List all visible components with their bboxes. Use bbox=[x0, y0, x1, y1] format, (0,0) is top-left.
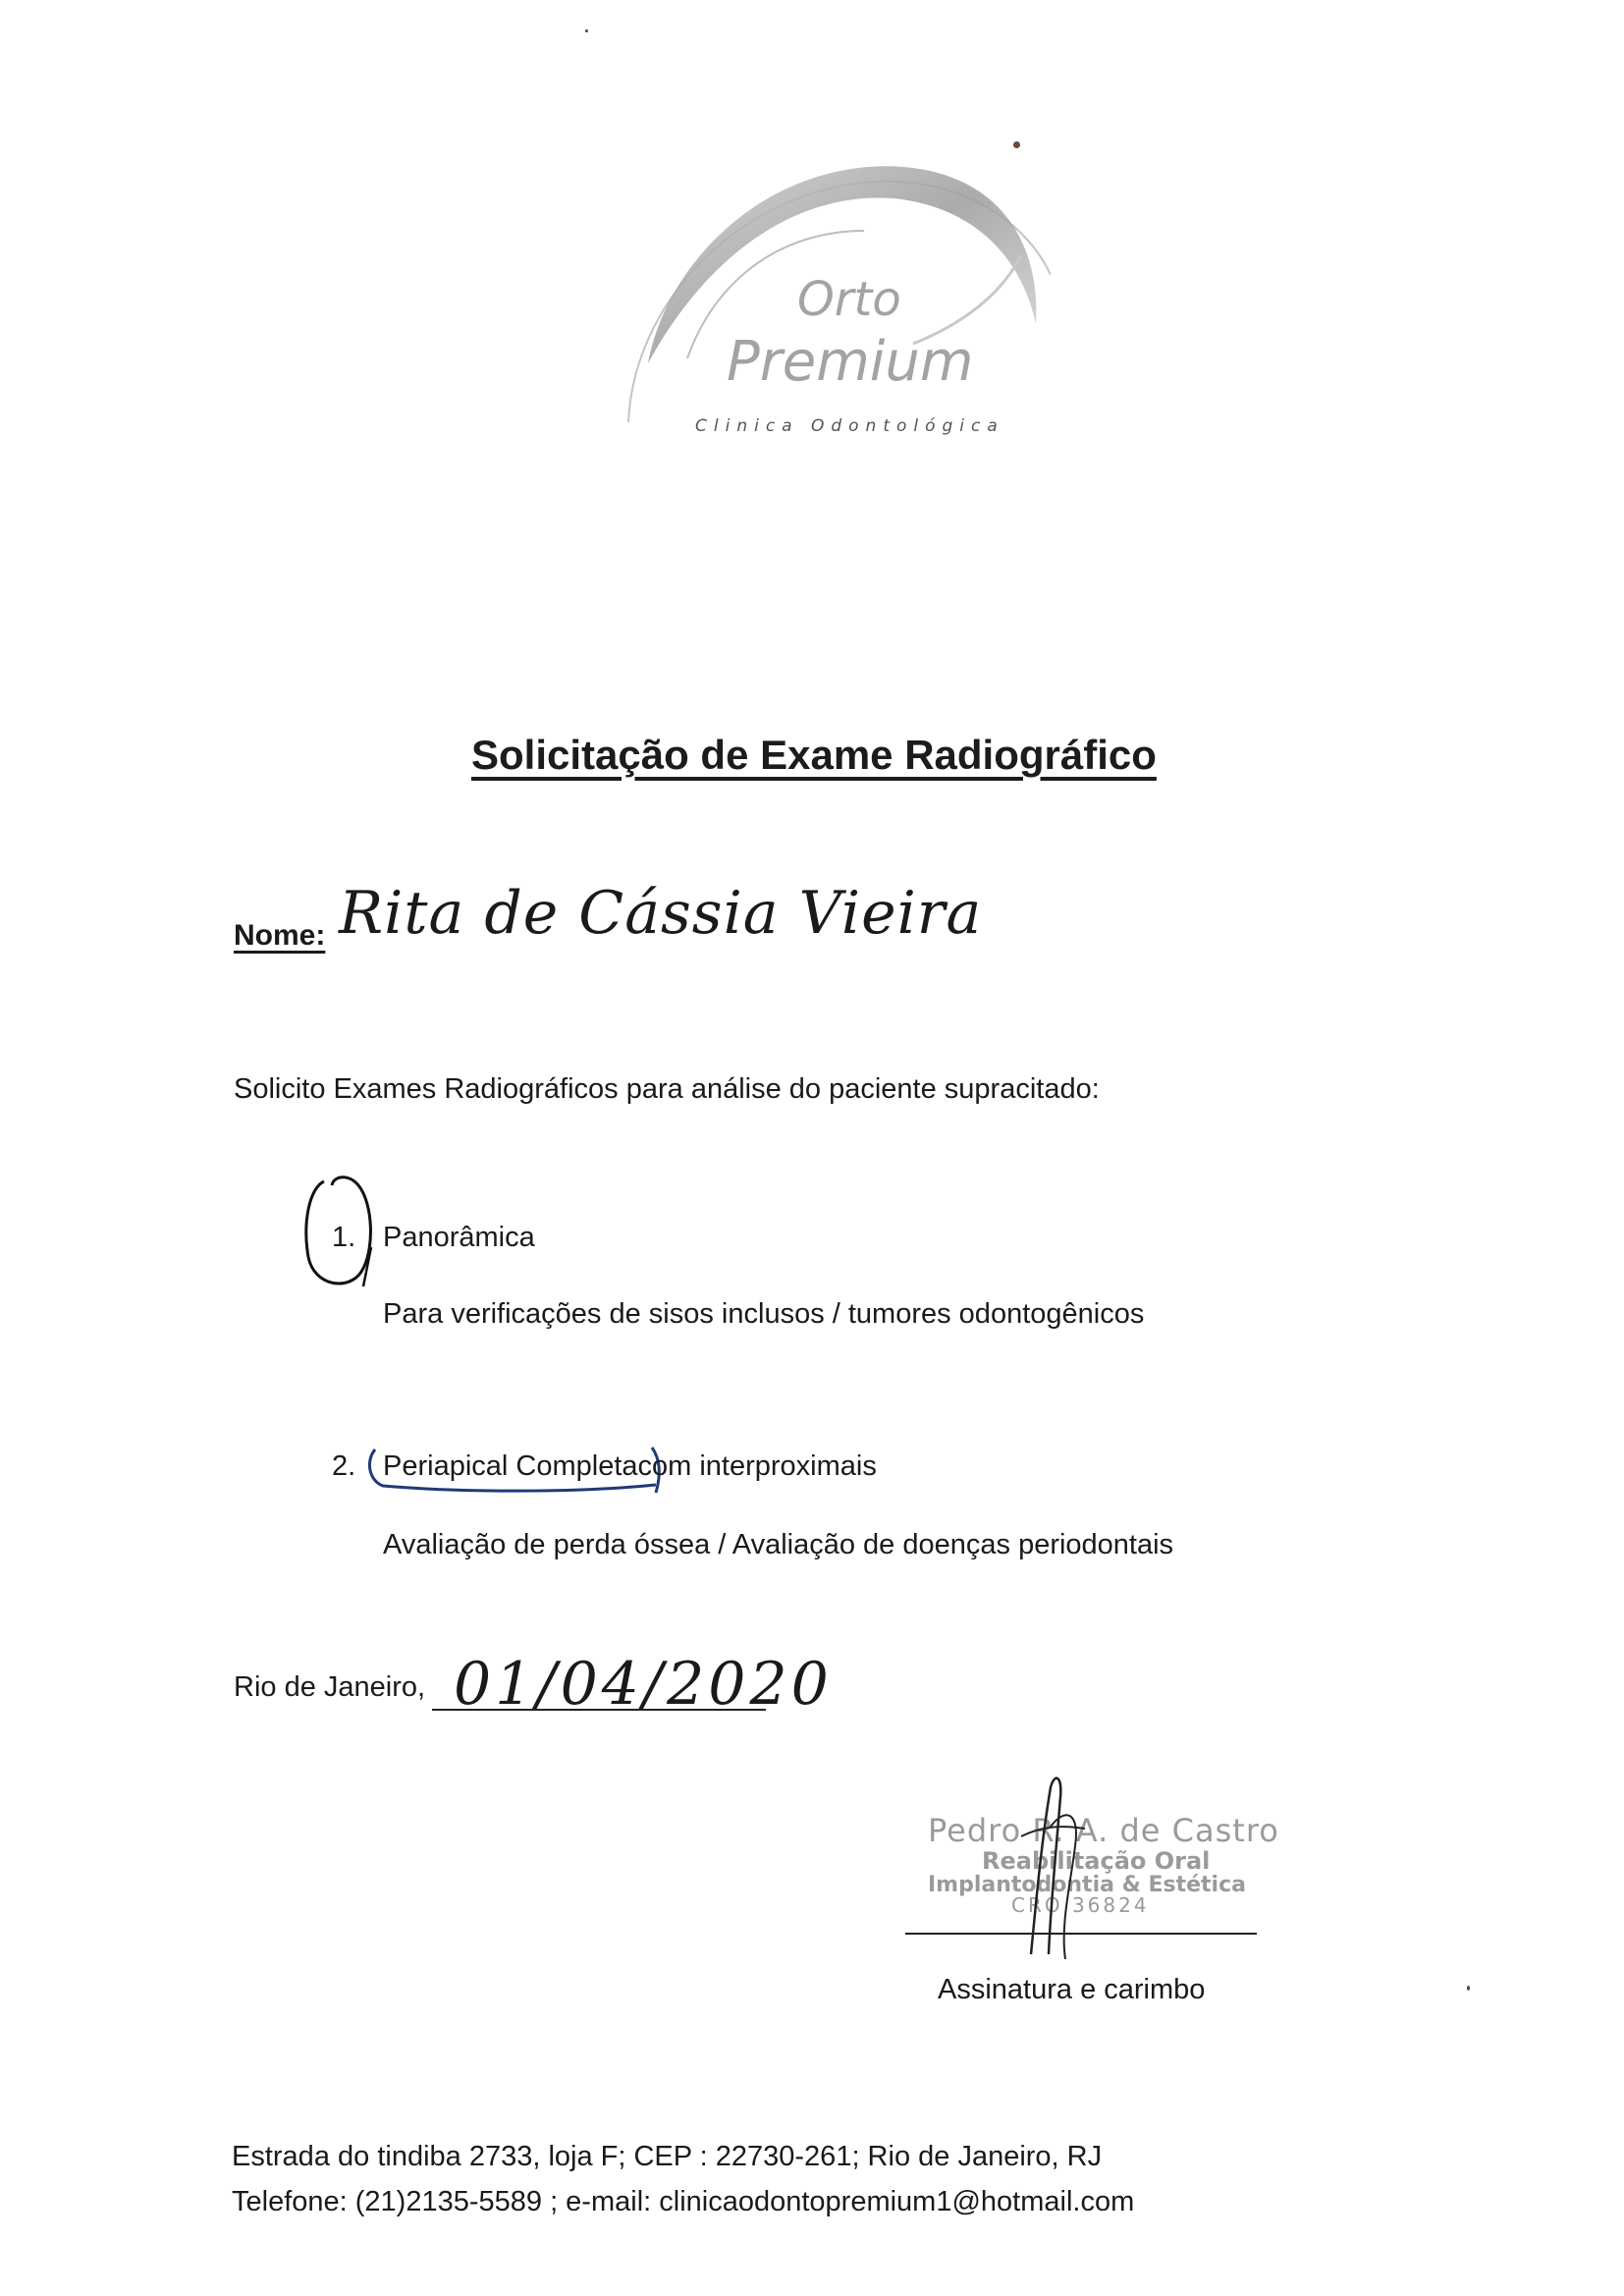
exam-title: Panorâmica bbox=[383, 1222, 535, 1253]
document-title: Solicitação de Exame Radiográfico bbox=[471, 732, 1157, 778]
request-intro: Solicito Exames Radiográficos para análise do paciente supracitado: bbox=[234, 1073, 1100, 1105]
scan-speck bbox=[1467, 1986, 1470, 1991]
logo-subtitle: Clinica Odontológica bbox=[695, 416, 1004, 436]
footer-address: Estrada do tindiba 2733, loja F; CEP : 22730-261; Rio de Janeiro, RJ bbox=[232, 2141, 1103, 2172]
name-label: Nome: bbox=[234, 919, 326, 952]
exam-number: 2. bbox=[332, 1450, 356, 1482]
stamp-specialty: Reabilitação Oral bbox=[982, 1847, 1211, 1875]
scan-speck bbox=[585, 29, 588, 32]
exam-title-main: Periapical Completa bbox=[383, 1450, 638, 1482]
handwritten-signature bbox=[992, 1768, 1110, 1964]
exam-description: Avaliação de perda óssea / Avaliação de doenças periodontais bbox=[383, 1529, 1174, 1560]
exam-number: 1. bbox=[332, 1222, 356, 1253]
exam-title-suffix: com interproximais bbox=[637, 1450, 877, 1482]
logo-text-premium: Premium bbox=[727, 330, 974, 394]
date-city: Rio de Janeiro, bbox=[234, 1671, 426, 1703]
signature-line bbox=[905, 1933, 1257, 1935]
footer-contact: Telefone: (21)2135-5589 ; e-mail: clinicaodontopremium1@hotmail.com bbox=[232, 2186, 1135, 2217]
stamp-doctor-name: Pedro R. A. de Castro bbox=[928, 1812, 1279, 1849]
signature-caption: Assinatura e carimbo bbox=[938, 1974, 1206, 2005]
exam-description: Para verificações de sisos inclusos / tumores odontogênicos bbox=[383, 1298, 1145, 1330]
logo-text-orto: Orto bbox=[797, 272, 901, 327]
stamp-specialty-2: Implantodontia & Estética bbox=[928, 1873, 1246, 1897]
patient-name-handwritten: Rita de Cássia Vieira bbox=[339, 879, 983, 948]
clinic-logo bbox=[589, 137, 1051, 462]
exam-title bbox=[383, 1450, 877, 1483]
date-handwritten: 01/04/2020 bbox=[454, 1650, 833, 1719]
stamp-registration: CRO 36824 bbox=[1011, 1893, 1150, 1917]
